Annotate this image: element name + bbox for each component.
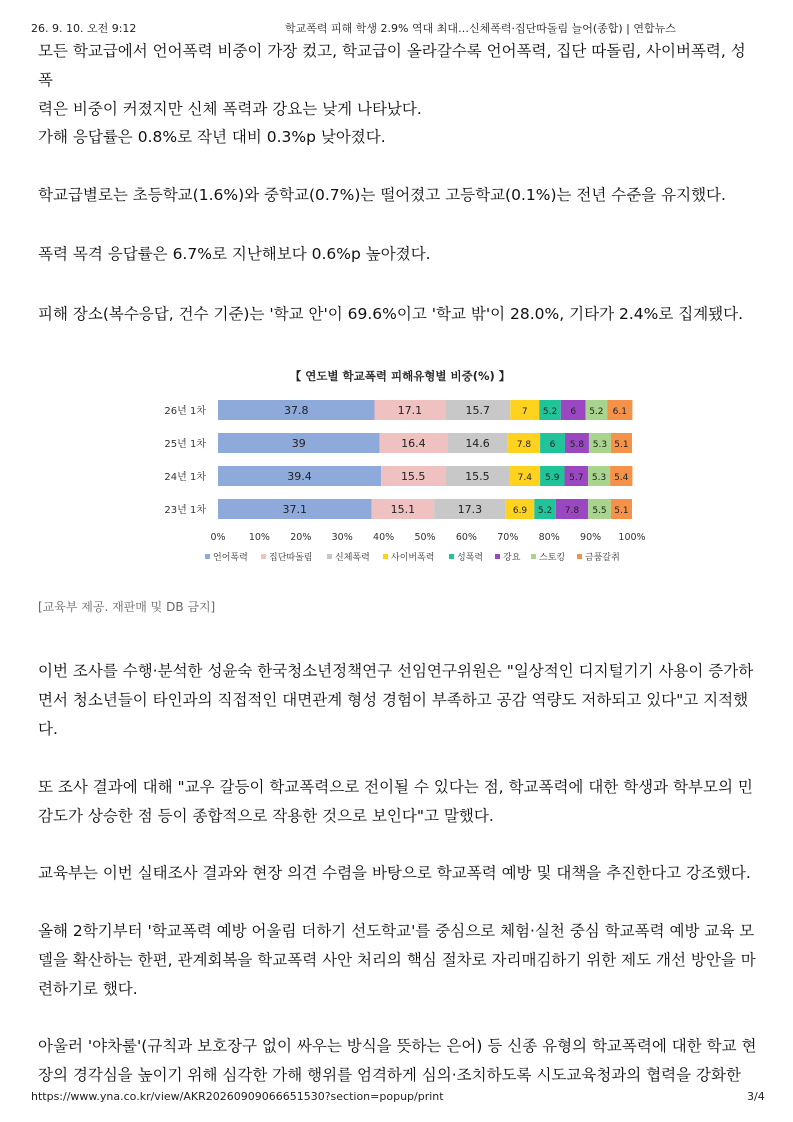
data-label: 6 — [570, 407, 577, 417]
image-caption: [교육부 제공. 재판매 및 DB 금지] — [38, 600, 216, 614]
paragraph-line: 또 조사 결과에 대해 "교우 갈등이 학교폭력으로 전이될 수 있다는 점, 학교폭력에 대한 학생과 학부모의 민 — [38, 778, 753, 796]
data-label: 6 — [549, 440, 556, 450]
x-tick-label: 20% — [290, 532, 312, 543]
legend-swatch — [261, 554, 266, 559]
category-label: 25년 1차 — [164, 439, 206, 450]
paragraph-line: 장의 경각심을 높이기 위해 심각한 가해 행위를 엄격하게 심의·조치하도록 시도교육청과의 협력을 강화한 — [38, 1066, 741, 1084]
x-tick-label: 100% — [618, 532, 646, 543]
chart-title: 【 연도별 학교폭력 피해유형별 비중(%) 】 — [289, 369, 511, 383]
paragraph-7 — [38, 773, 758, 831]
data-label: 5.5 — [592, 506, 607, 516]
x-tick-label: 80% — [538, 532, 560, 543]
data-label: 37.1 — [282, 503, 308, 516]
paragraph-8: 교육부는 이번 실태조사 결과와 현장 의견 수렴을 바탕으로 학교폭력 예방 및 대책을 추진한다고 강조했다. — [38, 864, 751, 882]
paragraph-line: 다. — [38, 720, 58, 738]
x-tick-label: 10% — [248, 532, 270, 543]
print-datetime: 26. 9. 10. 오전 9:12 — [31, 22, 137, 35]
legend-swatch — [327, 554, 332, 559]
legend-label: 사이버폭력 — [391, 553, 435, 563]
stacked-bar-chart — [150, 362, 650, 582]
paragraph-2: 가해 응답률은 0.8%로 작년 대비 0.3%p 낮아졌다. — [38, 128, 386, 146]
data-label: 5.8 — [569, 440, 585, 450]
legend-label: 스토킹 — [539, 553, 566, 563]
x-tick-label: 70% — [497, 532, 519, 543]
legend-label: 강요 — [503, 553, 521, 563]
paragraph-3: 학교급별로는 초등학교(1.6%)와 중학교(0.7%)는 떨어졌고 고등학교(0.1%)는 전년 수준을 유지했다. — [38, 186, 726, 204]
paragraph-line: 면서 청소년들이 타인과의 직접적인 대면관계 형성 경험이 부족하고 공감 역량도 저하되고 있다"고 지적했 — [38, 691, 749, 709]
legend-label: 언어폭력 — [213, 553, 248, 563]
data-label: 15.1 — [390, 503, 416, 516]
data-label: 5.3 — [591, 473, 607, 483]
data-label: 17.3 — [457, 503, 483, 516]
data-label: 7.4 — [517, 473, 532, 483]
data-label: 6.9 — [512, 506, 528, 516]
paragraph-10 — [38, 1032, 758, 1090]
data-label: 16.4 — [401, 437, 426, 450]
data-label: 15.5 — [465, 470, 490, 483]
data-label: 39 — [291, 437, 306, 450]
data-label: 7 — [521, 407, 528, 417]
paragraph-line: 감도가 상승한 점 등이 종합적으로 작용한 것으로 보인다"고 말했다. — [38, 807, 494, 825]
paragraph-line: 아울러 '야차룰'(규칙과 보호장구 없이 싸우는 방식을 뜻하는 은어) 등 신종 유형의 학교폭력에 대한 학교 현 — [38, 1037, 757, 1055]
page-number: 3/4 — [747, 1090, 765, 1103]
data-label: 5.3 — [592, 440, 608, 450]
data-label: 7.8 — [516, 440, 532, 450]
data-label: 15.7 — [465, 404, 491, 417]
legend-swatch — [577, 554, 582, 559]
legend-label: 금품갈취 — [585, 553, 620, 563]
paragraph-line: 이번 조사를 수행·분석한 성윤숙 한국청소년정책연구 선임연구위원은 "일상적인 디지털기기 사용이 증가하 — [38, 662, 754, 680]
legend-swatch — [383, 554, 388, 559]
x-tick-label: 60% — [455, 532, 477, 543]
paragraph-line: 력은 비중이 커졌지만 신체 폭력과 강요는 낮게 나타났다. — [38, 100, 422, 118]
category-label: 26년 1차 — [164, 406, 206, 417]
data-label: 5.9 — [545, 473, 560, 483]
x-tick-label: 0% — [210, 532, 226, 543]
data-label: 5.2 — [542, 407, 558, 417]
data-label: 5.2 — [537, 506, 553, 516]
paragraph-line: 델을 확산하는 한편, 관계회복을 학교폭력 사안 처리의 핵심 절차로 자리매김하기 위한 제도 개선 방안을 마 — [38, 951, 756, 969]
category-label: 23년 1차 — [164, 505, 206, 516]
paragraph-1 — [38, 37, 758, 124]
data-label: 17.1 — [397, 404, 423, 417]
paragraph-9 — [38, 917, 758, 1004]
paragraph-5: 피해 장소(복수응답, 건수 기준)는 '학교 안'이 69.6%이고 '학교 밖'이 28.0%, 기타가 2.4%로 집계됐다. — [38, 305, 744, 323]
legend-swatch — [531, 554, 536, 559]
print-url[interactable]: https://www.yna.co.kr/view/AKR20260909066651530?section=popup/print — [31, 1090, 444, 1103]
data-label: 7.8 — [564, 506, 580, 516]
data-label: 5.1 — [614, 506, 629, 516]
data-label: 5.2 — [589, 407, 604, 417]
x-tick-label: 30% — [331, 532, 353, 543]
data-label: 6.1 — [612, 407, 627, 417]
print-page-title: 학교폭력 피해 학생 2.9% 역대 최대…신체폭력·집단따돌림 늘어(종합) | 연합뉴스 — [285, 22, 676, 35]
legend-label: 성폭력 — [457, 553, 484, 563]
legend-label: 집단따돌림 — [269, 553, 313, 563]
paragraph-line: 련하기로 했다. — [38, 980, 138, 998]
data-label: 5.4 — [614, 473, 629, 483]
data-label: 37.8 — [283, 404, 309, 417]
category-label: 24년 1차 — [164, 472, 206, 483]
legend-swatch — [449, 554, 454, 559]
x-tick-label: 50% — [414, 532, 436, 543]
x-tick-label: 40% — [373, 532, 395, 543]
paragraph-6 — [38, 657, 758, 744]
data-label: 39.4 — [287, 470, 312, 483]
chart-image — [150, 362, 650, 582]
legend-swatch — [495, 554, 500, 559]
paragraph-4: 폭력 목격 응답률은 6.7%로 지난해보다 0.6%p 높아졌다. — [38, 245, 431, 263]
legend-label: 신체폭력 — [335, 553, 370, 563]
data-label: 5.7 — [569, 473, 584, 483]
data-label: 5.1 — [614, 440, 629, 450]
paragraph-line: 모든 학교급에서 언어폭력 비중이 가장 컸고, 학교급이 올라갈수록 언어폭력, 집단 따돌림, 사이버폭력, 성폭 — [38, 42, 746, 89]
legend-swatch — [205, 554, 210, 559]
paragraph-line: 올해 2학기부터 '학교폭력 예방 어울림 더하기 선도학교'를 중심으로 체험·실천 중심 학교폭력 예방 교육 모 — [38, 922, 755, 940]
data-label: 14.6 — [465, 437, 490, 450]
data-label: 15.5 — [400, 470, 426, 483]
x-tick-label: 90% — [580, 532, 602, 543]
